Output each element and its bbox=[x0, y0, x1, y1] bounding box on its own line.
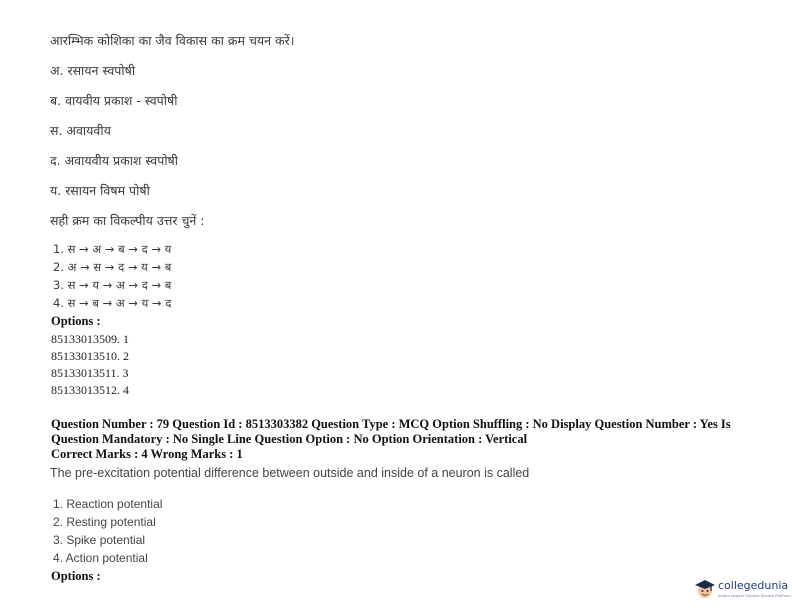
statement-d: द. अवायवीय प्रकाश स्वपोषी bbox=[50, 153, 179, 168]
question-marks: Correct Marks : 4 Wrong Marks : 1 bbox=[51, 447, 243, 461]
choice-4: 4. स → ब → अ → य → द bbox=[53, 296, 172, 310]
statement-a: अ. रसायन स्वपोषी bbox=[50, 63, 136, 78]
option-id-3: 85133013511. 3 bbox=[51, 366, 129, 380]
statement-b: ब. वायवीय प्रकाश - स्वपोषी bbox=[50, 93, 178, 108]
answer-choice-2: 2. Resting potential bbox=[53, 515, 156, 529]
option-id-1: 85133013509. 1 bbox=[51, 332, 129, 346]
statement-e: य. रसायन विषम पोषी bbox=[50, 183, 150, 198]
question-stem-english: The pre-excitation potential difference between outside and inside of a neuron is called bbox=[50, 466, 530, 480]
choice-1: 1. स → अ → ब → द → य bbox=[53, 242, 172, 256]
graduate-cap-icon bbox=[694, 578, 716, 600]
answer-choice-1: 1. Reaction potential bbox=[53, 497, 163, 511]
statement-c: स. अवायवीय bbox=[50, 123, 111, 138]
question-meta-line-2: Question Mandatory : No Single Line Question Option : No Option Orientation : Vertical bbox=[51, 432, 528, 446]
brand-tagline: India's largest Student Review Platform bbox=[718, 594, 791, 598]
answer-choice-4: 4. Action potential bbox=[53, 551, 148, 565]
choose-prompt: सही क्रम का विकल्पीय उत्तर चुनें : bbox=[50, 213, 205, 228]
choice-2: 2. अ → स → द → य → ब bbox=[53, 260, 172, 274]
option-id-4: 85133013512. 4 bbox=[51, 383, 129, 397]
options-label: Options : bbox=[51, 314, 101, 328]
question-stem-hindi: आरम्भिक कोशिका का जैव विकास का क्रम चयन करें। bbox=[50, 33, 295, 48]
choice-3: 3. स → य → अ → द → ब bbox=[53, 278, 172, 292]
option-id-2: 85133013510. 2 bbox=[51, 349, 129, 363]
options-label-2: Options : bbox=[51, 569, 101, 583]
answer-choice-3: 3. Spike potential bbox=[53, 533, 146, 547]
question-meta-line-1: Question Number : 79 Question Id : 8513303382 Question Type : MCQ Option Shuffling : No Display Question Number : Yes Is bbox=[51, 417, 731, 431]
brand-name: collegedunia bbox=[718, 579, 789, 592]
collegedunia-watermark bbox=[694, 576, 792, 606]
